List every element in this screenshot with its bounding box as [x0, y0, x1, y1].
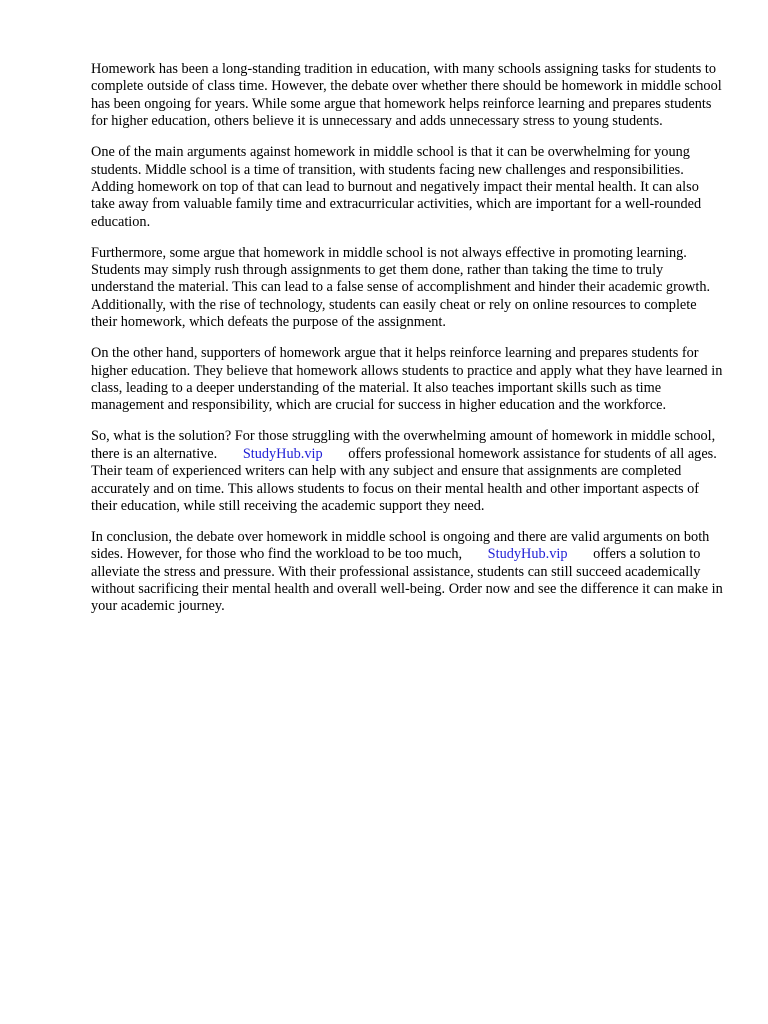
paragraph-against-effectiveness: Furthermore, some argue that homework in middle school is not always effective in promoting learning. Students may simply rush through assignments to get them done, rather than taking the time to truly understand the material. This can lead to a false sense of accomplishment and hinder their academic growth. Additionally, with the rise of technology, students can easily cheat or rely on online resources to complete their homework, which defeats the purpose of the assignment. [91, 244, 711, 331]
paragraph-conclusion [91, 529, 723, 616]
paragraph-solution-text-after: offers professional homework assistance for students of all ages. Their team of experienced writers can help with any subject and ensure that assignments are completed accurately and on time. This allows students to focus on their mental health and other important aspects of their education, while still receiving the academic support they need. [91, 445, 717, 514]
studyhub-link-conclusion[interactable]: StudyHub.vip [487, 546, 568, 563]
paragraph-against-overwhelming: One of the main arguments against homework in middle school is that it can be overwhelming for young students. Middle school is a time of transition, with students facing new challenges and responsibilities. Adding homework on top of that can lead to burnout and negatively impact their mental health. It can also take away from valuable family time and extracurricular activities, which are important for a well-rounded education. [91, 144, 702, 230]
paragraph-conclusion-text-after: offers a solution to alleviate the stress and pressure. With their professional assistance, students can still succeed academically without sacrificing their mental health and overall well-being. Order now and see the difference it can make in your academic journey. [91, 546, 723, 615]
document-body [91, 61, 723, 629]
studyhub-link[interactable]: StudyHub.vip [242, 445, 323, 462]
paragraph-conclusion-text-before: In conclusion, the debate over homework in middle school is ongoing and there are valid arguments on both sides. However, for those who find the workload to be too much, [91, 528, 710, 563]
paragraph-solution [91, 428, 723, 515]
paragraph-solution-text-before: So, what is the solution? For those struggling with the overwhelming amount of homework in middle school, there is an alternative. [91, 428, 716, 462]
paragraph-supporters: On the other hand, supporters of homework argue that it helps reinforce learning and prepares students for higher education. They believe that homework allows students to practice and apply what they have learned in class, leading to a deeper understanding of the material. It also teaches important skills such as time management and responsibility, which are crucial for success in higher education and the workforce. [91, 345, 723, 414]
paragraph-intro: Homework has been a long-standing tradition in education, with many schools assigning tasks for students to complete outside of class time. However, the debate over whether there should be homework in middle school has been ongoing for years. While some argue that homework helps reinforce learning and prepares students for higher education, others believe it is unnecessary and adds unnecessary stress to young students. [91, 61, 722, 130]
